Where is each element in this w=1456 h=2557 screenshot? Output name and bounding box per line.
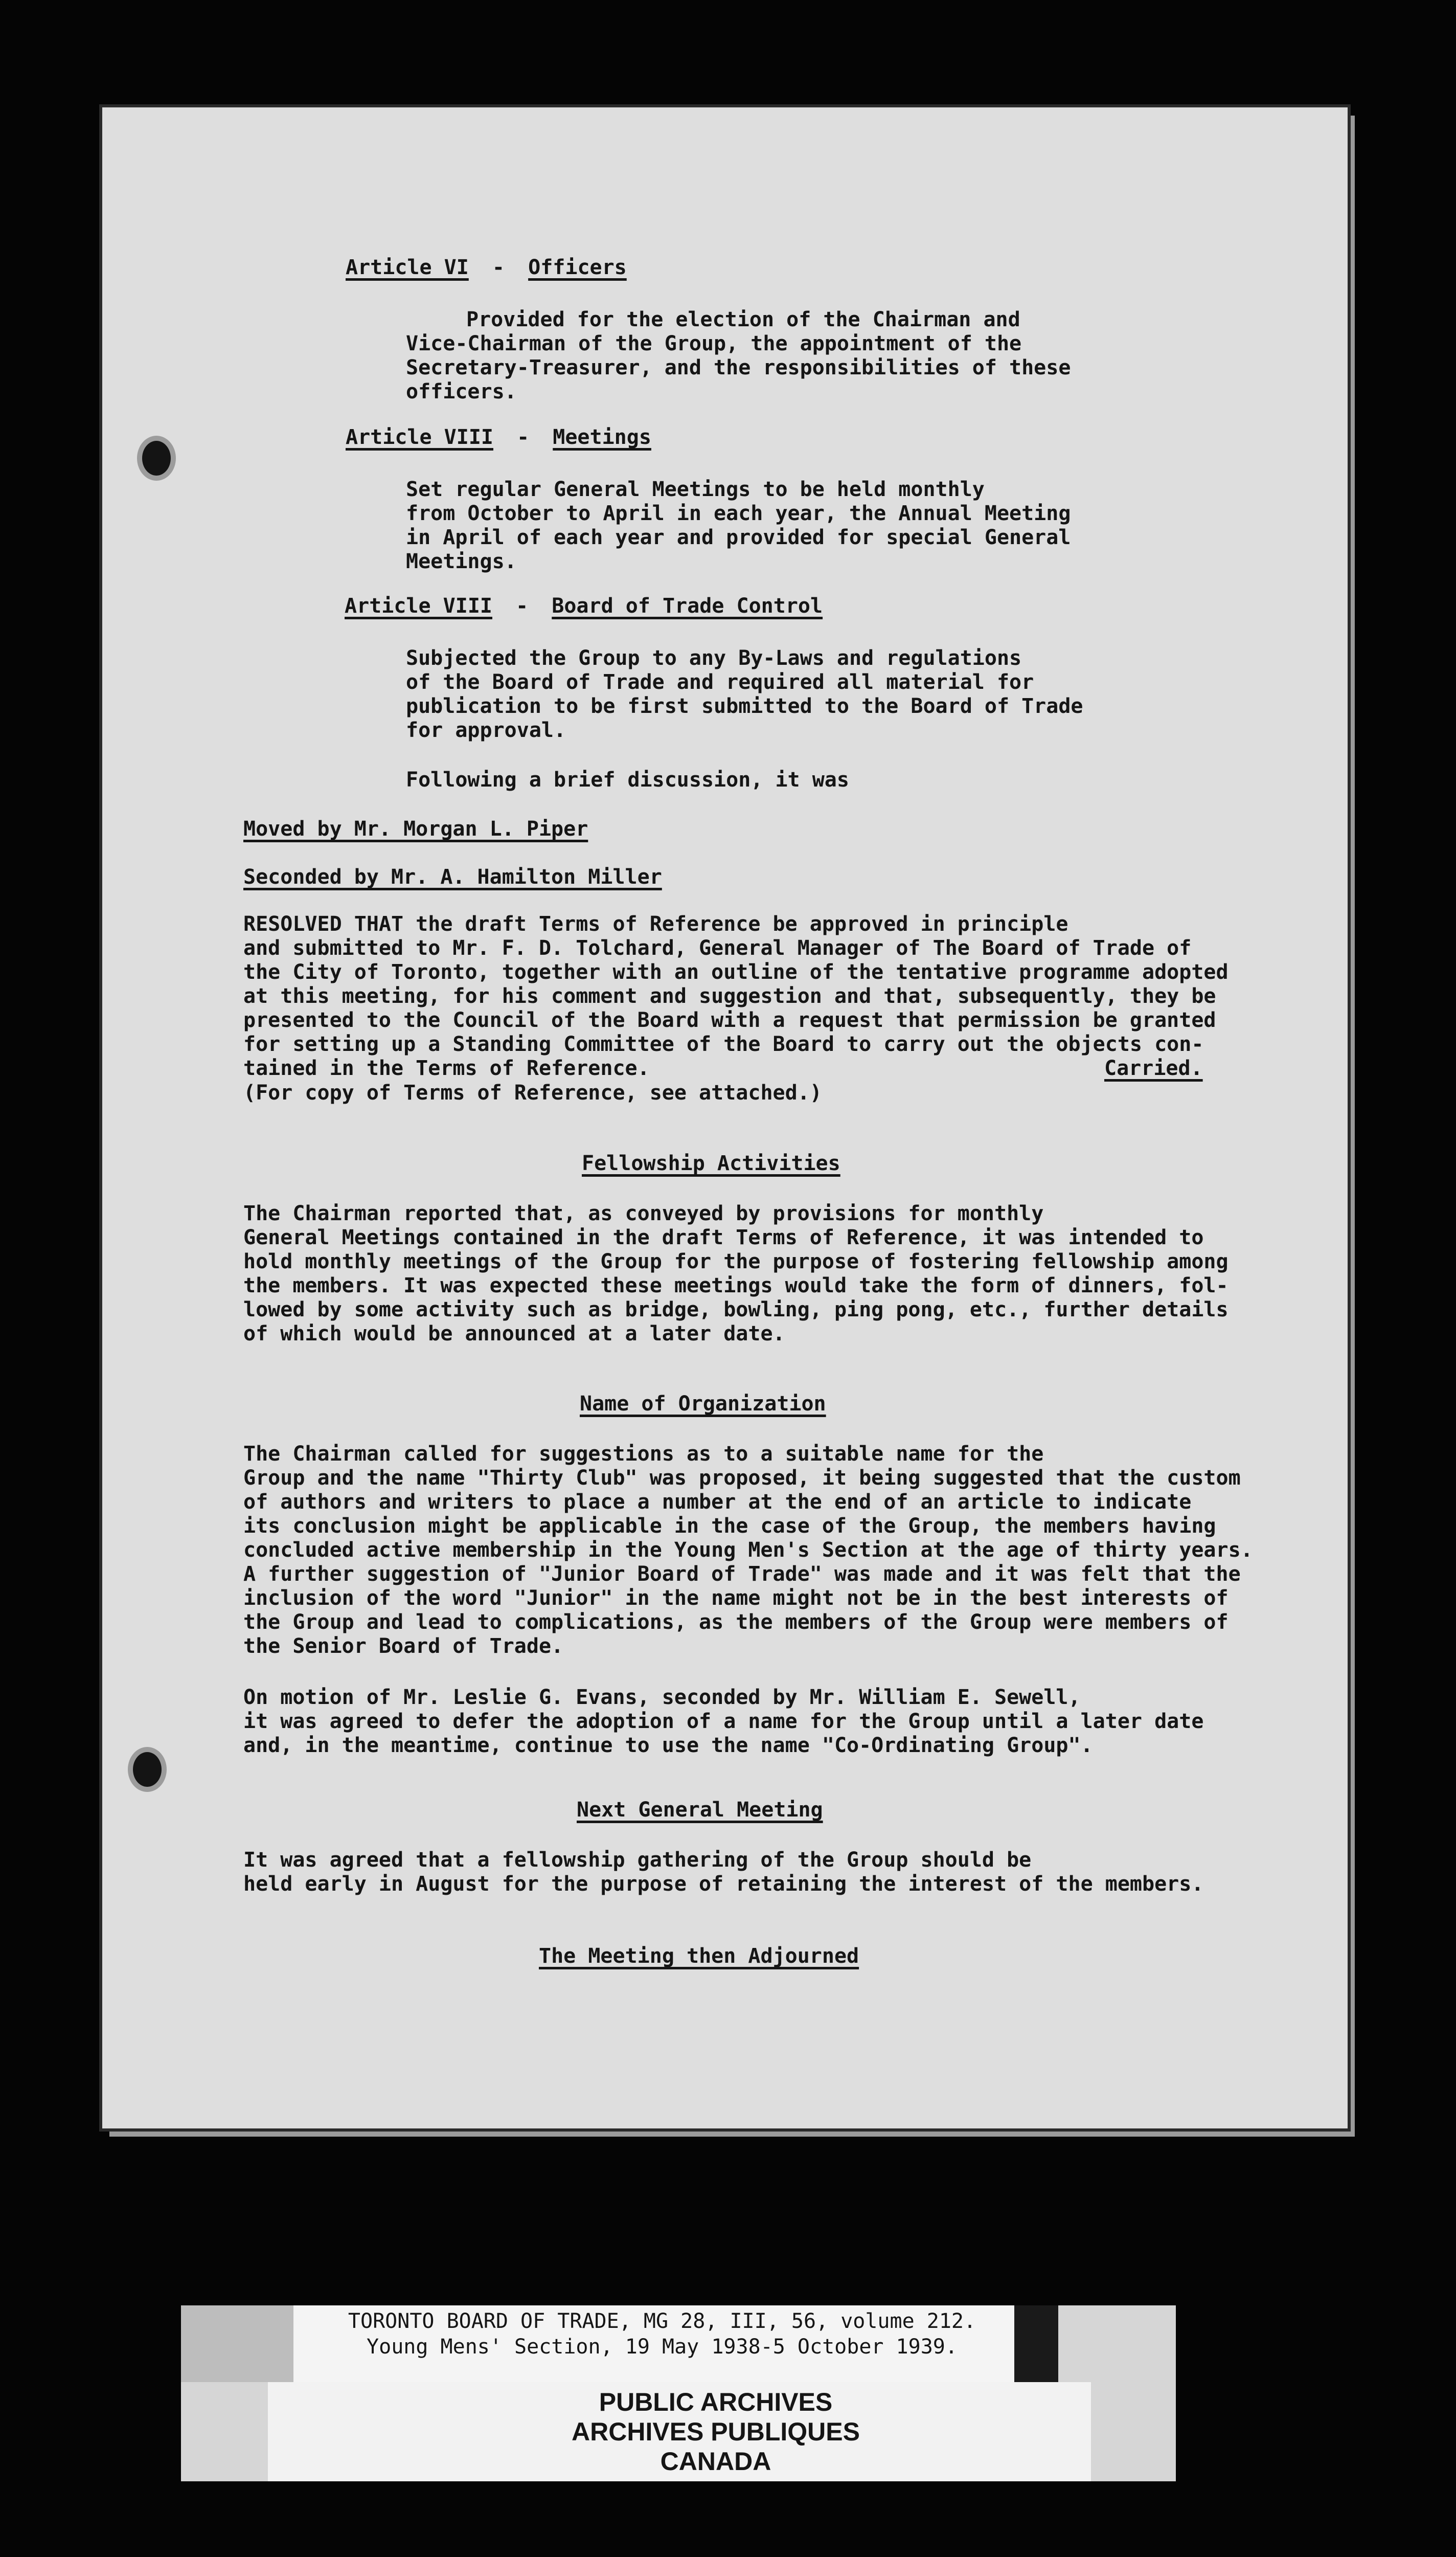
article-vi-title: Article VI — [346, 256, 469, 279]
article-vi-body: Provided for the election of the Chairman and Vice-Chairman of the Group, the appointment of the Secretary-Treasurer, and the responsibilities of these officers. — [406, 308, 1071, 403]
article-viii-dash: - — [517, 425, 530, 449]
adjourned-text: The Meeting then Adjourned — [539, 1944, 859, 1968]
article-vi-subject: Officers — [528, 256, 627, 279]
article-viii-subject: Meetings — [553, 425, 651, 449]
archives-english: PUBLIC ARCHIVES — [599, 2388, 833, 2416]
article-vi-dash: - — [492, 256, 505, 279]
article-viii-board-body: Subjected the Group to any By-Laws and regulations of the Board of Trade and required all material for publication to be first submitted to the Board of Trade for approval. — [406, 646, 1083, 742]
article-viii-board-dash: - — [516, 594, 529, 618]
citation-line-2: Young Mens' Section, 19 May 1938-5 October 1939. — [367, 2335, 958, 2359]
seconded-by: Seconded by Mr. A. Hamilton Miller — [243, 865, 662, 889]
copy-note: (For copy of Terms of Reference, see attached.) — [243, 1081, 822, 1105]
article-vi-heading — [346, 256, 627, 280]
article-viii-board-heading — [345, 594, 823, 618]
archives-french: ARCHIVES PUBLIQUES — [572, 2417, 860, 2446]
carried-text: Carried. — [1104, 1057, 1203, 1080]
document-page — [102, 107, 1348, 2128]
name-org-motion: On motion of Mr. Leslie G. Evans, seconded by Mr. William E. Sewell, it was agreed to defer the adoption of a name for the Group until a later date and, in the meantime, continue to use the name "Co-Ordinating Group". — [243, 1686, 1204, 1757]
article-viii-board-subject: Board of Trade Control — [552, 594, 823, 618]
article-viii-meetings-heading — [346, 425, 651, 450]
name-org-body: The Chairman called for suggestions as to a suitable name for the Group and the name "Thirty Club" was proposed, it being suggested that the custom of authors and writers to place a number at the end of an article to indicate its conclusion might be applicable in the case of the Group, the members having concluded active membership in the Young Men's Section at the age of thirty years. A further suggestion of "Junior Board of Trade" was made and it was felt that the inclusion of the word "Junior" in the name might not be in the best interests of the Group and lead to complications, as the members of the Group were members of the Senior Board of Trade. — [243, 1442, 1253, 1658]
archives-country: CANADA — [660, 2447, 771, 2476]
article-viii-title: Article VIII — [346, 425, 493, 449]
label-left-tab — [181, 2305, 293, 2382]
fellowship-body: The Chairman reported that, as conveyed by provisions for monthly General Meetings contained in the draft Terms of Reference, it was intended to hold monthly meetings of the Group for the purpose of fostering fellowship among the members. It was expected these meetings would take the form of dinners, fol- lowed by some activity such as bridge, bowling, ping pong, etc., further details of which would be announced at a later date. — [243, 1202, 1228, 1345]
next-meeting-body: It was agreed that a fellowship gathering of the Group should be held early in August for the purpose of retaining the interest of the members. — [243, 1848, 1204, 1896]
resolution-text: RESOLVED THAT the draft Terms of Reference be approved in principle and submitted to Mr. F. D. Tolchard, General Manager of The Board of Trade of the City of Toronto, together with an outline of the tentative programme adopted at this meeting, for his comment and suggestion and that, subsequently, they be presented to the Council of the Board with a request that permission be granted for setting up a Standing Committee of the Board to carry out the objects con- tained in the Terms of Reference. — [243, 912, 1228, 1080]
moved-by: Moved by Mr. Morgan L. Piper — [243, 817, 588, 841]
next-meeting-heading: Next General Meeting — [577, 1798, 823, 1822]
citation-line-1: TORONTO BOARD OF TRADE, MG 28, III, 56, volume 212. — [348, 2309, 976, 2333]
label-dark-gap — [1014, 2305, 1058, 2382]
article-viii-meetings-body: Set regular General Meetings to be held monthly from October to April in each year, the Annual Meeting in April of each year and provided for special General Meetings. — [406, 478, 1071, 573]
name-org-heading: Name of Organization — [580, 1392, 826, 1416]
article-viii-board-title: Article VIII — [345, 594, 492, 618]
fellowship-heading: Fellowship Activities — [582, 1152, 840, 1175]
document-body — [102, 107, 1348, 2128]
following-text: Following a brief discussion, it was — [406, 768, 849, 792]
